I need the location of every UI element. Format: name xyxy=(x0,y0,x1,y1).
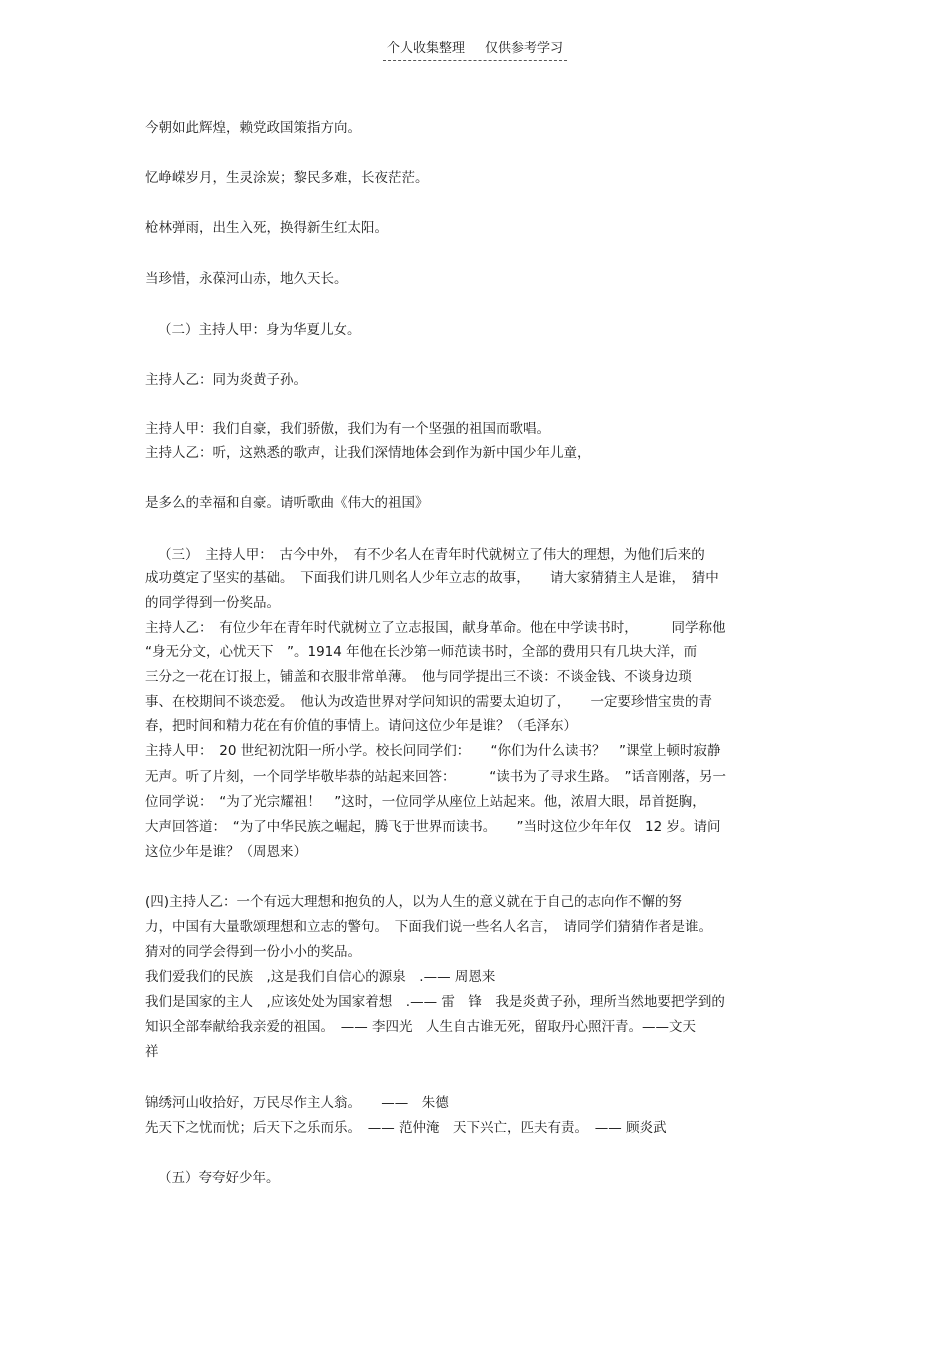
paragraph-line: 主持人甲： 20 世纪初沈阳一所小学。校长问同学们： “你们为什么读书？ ”课堂上顿时寂静 xyxy=(145,743,721,759)
dialogue-line: 是多么的幸福和自豪。请听歌曲《伟大的祖国》 xyxy=(145,495,429,511)
paragraph-line: 事、在校期间不谈恋爱。 他认为改造世界对学问知识的需要太迫切了， 一定要珍惜宝贵的青 xyxy=(145,694,712,710)
quote-line: 我们是国家的主人 ,应该处处为国家着想 .—— 雷 锋 我是炎黄子孙，理所当然地要把学到的 xyxy=(145,994,725,1010)
section-heading: （二）主持人甲：身为华夏儿女。 xyxy=(158,322,361,338)
paragraph-line: 力，中国有大量歌颂理想和立志的警句。 下面我们说一些名人名言， 请同学们猜猜作者是谁。 xyxy=(145,919,712,935)
section-heading: （三） 主持人甲： 古今中外， 有不少名人在青年时代就树立了伟大的理想，为他们后来的 xyxy=(158,547,705,563)
dialogue-line: 主持人乙：同为炎黄子孙。 xyxy=(145,372,307,388)
header-left-text: 个人收集整理 xyxy=(386,41,465,56)
poem-line: 今朝如此辉煌，赖党政国策指方向。 xyxy=(145,120,361,136)
paragraph-line: 这位少年是谁？（周恩来） xyxy=(145,844,307,860)
paragraph-line: 主持人乙： 有位少年在青年时代就树立了立志报国，献身革命。他在中学读书时， 同学称他 xyxy=(145,620,726,636)
paragraph-line: 无声。听了片刻，一个同学毕敬毕恭的站起来回答： “读书为了寻求生路。 ”话音刚落，另一 xyxy=(145,769,726,785)
paragraph-line: “身无分文，心忧天下 ”。1914 年他在长沙第一师范读书时，全部的费用只有几块大洋，而 xyxy=(145,644,698,660)
dialogue-line: 主持人乙：听，这熟悉的歌声，让我们深情地体会到作为新中国少年儿童， xyxy=(145,445,591,461)
header-right-text: 仅供参考学习 xyxy=(485,41,564,56)
paragraph-line: 位同学说： “为了光宗耀祖！ ”这时，一位同学从座位上站起来。他，浓眉大眼，昂首挺胸， xyxy=(145,794,706,810)
page-header xyxy=(383,40,567,61)
paragraph-line: 三分之一花在订报上，铺盖和衣服非常单薄。 他与同学提出三不谈：不谈金钱、不谈身边琐 xyxy=(145,669,692,685)
poem-line: 当珍惜，永葆河山赤，地久天长。 xyxy=(145,271,348,287)
dialogue-line: 主持人甲：我们自豪，我们骄傲，我们为有一个坚强的祖国而歌唱。 xyxy=(145,421,550,437)
quote-line: 锦绣河山收拾好，万民尽作主人翁。 —— 朱德 xyxy=(145,1095,449,1111)
poem-line: 忆峥嵘岁月，生灵涂炭；黎民多难，长夜茫茫。 xyxy=(145,170,429,186)
quote-line: 祥 xyxy=(145,1044,159,1060)
quote-line: 知识全部奉献给我亲爱的祖国。 —— 李四光 人生自古谁无死，留取丹心照汗青。——文天 xyxy=(145,1019,697,1035)
section-heading: （五）夸夸好少年。 xyxy=(158,1170,280,1186)
paragraph-line: 的同学得到一份奖品。 xyxy=(145,595,280,611)
section-heading: (四)主持人乙：一个有远大理想和抱负的人，以为人生的意义就在于自己的志向作不懈的努 xyxy=(145,894,683,910)
poem-line: 枪林弹雨，出生入死，换得新生红太阳。 xyxy=(145,220,388,236)
paragraph-line: 猜对的同学会得到一份小小的奖品。 xyxy=(145,944,361,960)
quote-line: 先天下之忧而忧；后天下之乐而乐。 —— 范仲淹 天下兴亡，匹夫有责。 —— 顾炎武 xyxy=(145,1120,667,1136)
quote-line: 我们爱我们的民族 ,这是我们自信心的源泉 .—— 周恩来 xyxy=(145,969,496,985)
paragraph-line: 大声回答道： “为了中华民族之崛起，腾飞于世界而读书。 ”当时这位少年年仅 12 岁。请问 xyxy=(145,819,721,835)
paragraph-line: 成功奠定了坚实的基础。 下面我们讲几则名人少年立志的故事， 请大家猜猜主人是谁， 猜中 xyxy=(145,570,719,586)
paragraph-line: 春，把时间和精力花在有价值的事情上。请问这位少年是谁？（毛泽东） xyxy=(145,718,577,734)
